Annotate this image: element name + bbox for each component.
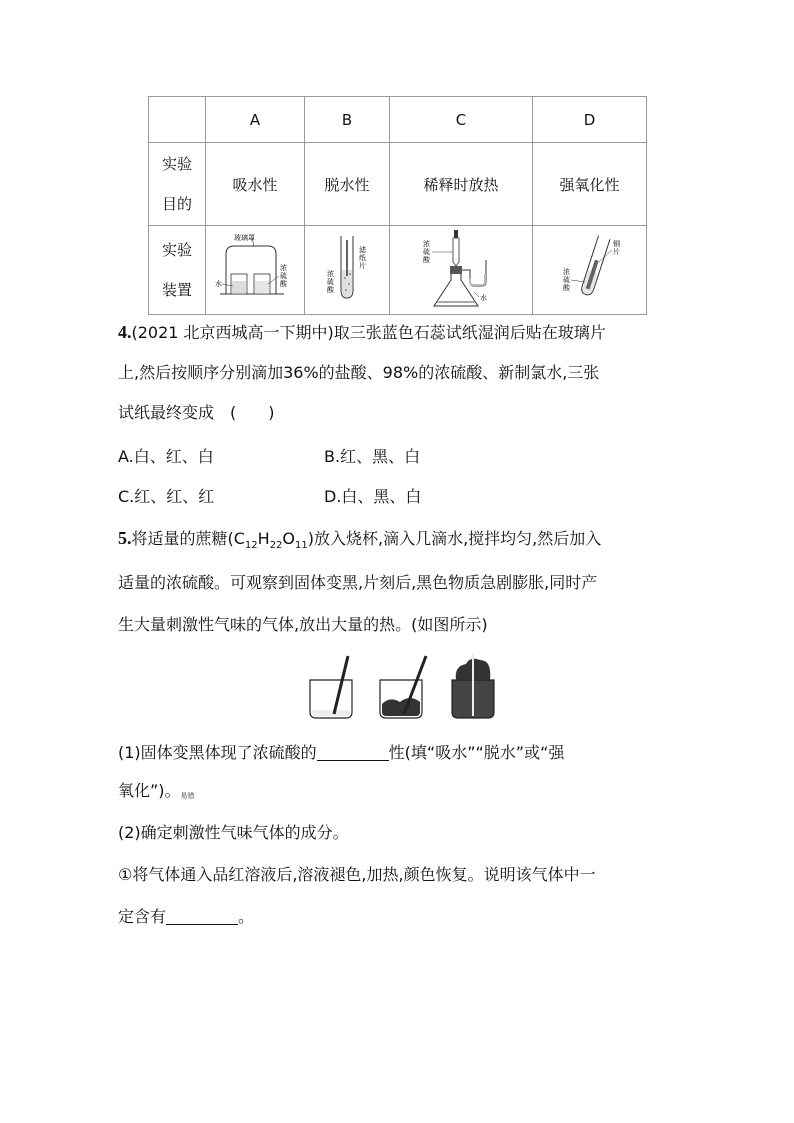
- header-b: B: [305, 97, 390, 143]
- label-glass-cover: 玻璃罩: [234, 234, 255, 242]
- sucrose-formula: [233, 529, 308, 552]
- formula-o-sub: 11: [295, 540, 308, 552]
- purpose-label: [149, 143, 206, 226]
- apparatus-label: [149, 226, 206, 315]
- test-tube-paper-diagram: [305, 226, 389, 310]
- q4-line1: [118, 320, 606, 343]
- q5-sub2-1-post: 。: [238, 907, 255, 926]
- label-acid-c-2: 硫: [423, 248, 430, 256]
- table-corner-cell: [149, 97, 206, 143]
- beaker-1: [310, 656, 352, 718]
- purpose-b: 脱水性: [305, 143, 390, 226]
- q5-sub2-1-line1: ①将气体通入品红溶液后,溶液褪色,加热,颜色恢复。说明该气体中一: [118, 865, 596, 884]
- purpose-d: 强氧化性: [533, 143, 647, 226]
- label-acid-a-3: 酸: [280, 280, 287, 288]
- label-acid-b-1: 浓: [327, 270, 334, 278]
- q5-number: 5.: [118, 528, 132, 548]
- label-acid-c-1: 浓: [423, 240, 430, 248]
- purpose-row: [149, 143, 647, 226]
- q4-option-d[interactable]: D.白、黑、白: [324, 487, 422, 506]
- label-acid-a-2: 硫: [280, 272, 287, 280]
- q4-line2: 上,然后按顺序分别滴加36%的盐酸、98%的浓硫酸、新制氯水,三张: [118, 363, 600, 382]
- sucrose-beakers-figure: [304, 650, 500, 722]
- formula-o: O: [282, 529, 296, 548]
- flask-u-tube-diagram: [390, 226, 532, 310]
- label-acid-b-2: 硫: [327, 278, 334, 286]
- copper-tube-diagram: [533, 226, 646, 310]
- label-water-a: 水: [215, 280, 222, 288]
- experiment-table: [148, 96, 647, 315]
- label-acid-d-1: 浓: [563, 268, 570, 276]
- apparatus-a: [206, 226, 305, 315]
- formula-c-sub: 12: [244, 540, 258, 552]
- table-header-row: [149, 97, 647, 143]
- beaker-3: [452, 654, 494, 718]
- label-copper-1: 铜: [613, 240, 620, 248]
- header-d: D: [533, 97, 647, 143]
- error-prone-tag: 易错: [180, 792, 195, 800]
- answer-blank-1[interactable]: [317, 742, 389, 761]
- purpose-label-line1: 实验: [161, 155, 192, 173]
- header-c: C: [390, 97, 533, 143]
- header-a: A: [206, 97, 305, 143]
- q4-line1-text: 取三张蓝色石蕊试纸湿润后贴在玻璃片: [333, 323, 606, 342]
- label-water-c: 水: [480, 294, 487, 302]
- label-acid-d-3: 酸: [563, 284, 570, 292]
- q5-sub2-1-line2: [118, 904, 254, 927]
- q5-line3: 生大量刺激性气味的气体,放出大量的热。(如图所示): [118, 615, 488, 634]
- q5-line1-post: )放入烧杯,滴入几滴水,搅拌均匀,然后加入: [307, 529, 602, 548]
- purpose-a: 吸水性: [206, 143, 305, 226]
- label-acid-c-3: 酸: [423, 256, 430, 264]
- label-acid-d-2: 硫: [563, 276, 570, 284]
- apparatus-row: [149, 226, 647, 315]
- q5-sub1-line2-text: 氧化”)。: [118, 781, 181, 800]
- formula-h: H: [257, 529, 270, 548]
- apparatus-c: [390, 226, 533, 315]
- purpose-label-line2: 目的: [161, 195, 192, 213]
- label-copper-2: 片: [613, 248, 620, 256]
- apparatus-label-line2: 装置: [161, 281, 192, 299]
- label-acid-b-3: 酸: [327, 286, 334, 294]
- label-paper-1: 滤: [359, 246, 366, 254]
- apparatus-b: [305, 226, 390, 315]
- apparatus-d: [533, 226, 647, 315]
- q5-line1-pre: 将适量的蔗糖(: [131, 529, 234, 548]
- q5-sub1-post: 性(填“吸水”“脱水”或“强: [388, 743, 565, 762]
- formula-c: C: [233, 529, 245, 548]
- label-acid-a-1: 浓: [280, 264, 287, 272]
- q4-number: 4.: [118, 322, 132, 342]
- purpose-c: 稀释时放热: [390, 143, 533, 226]
- answer-blank-2[interactable]: [166, 906, 238, 925]
- q5-sub2: (2)确定刺激性气味气体的成分。: [118, 823, 349, 842]
- q5-sub1-pre: (1)固体变黑体现了浓硫酸的: [118, 743, 317, 762]
- q4-option-c[interactable]: C.红、红、红: [118, 487, 215, 506]
- q5-sub1-line1: [118, 740, 564, 763]
- q4-source: (2021 北京西城高一下期中): [131, 323, 334, 342]
- q4-line3: 试纸最终变成 ( ): [118, 403, 275, 422]
- glass-cover-diagram: [206, 226, 304, 310]
- q5-sub2-1-pre: 定含有: [118, 907, 167, 926]
- label-paper-2: 纸: [359, 254, 366, 262]
- formula-h-sub: 22: [269, 540, 283, 552]
- q5-line1: [118, 526, 601, 551]
- apparatus-label-line1: 实验: [161, 241, 192, 259]
- q5-sub1-line2: [118, 778, 195, 801]
- q4-option-b[interactable]: B.红、黑、白: [324, 447, 421, 466]
- q4-option-a[interactable]: A.白、红、白: [118, 447, 214, 466]
- label-paper-3: 片: [359, 262, 366, 270]
- beaker-2: [380, 656, 426, 718]
- q5-line2: 适量的浓硫酸。可观察到固体变黑,片刻后,黑色物质急剧膨胀,同时产: [118, 573, 598, 592]
